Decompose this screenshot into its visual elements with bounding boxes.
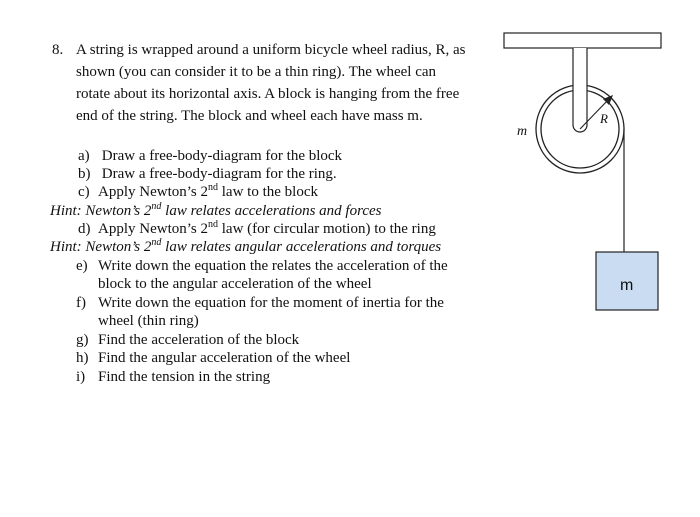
wheel-support-rod — [573, 48, 587, 132]
part-f-line-2: wheel (thin ring) — [98, 313, 199, 329]
part-f-line-1: Write down the equation for the moment of inertia for the — [98, 295, 444, 311]
hint-1-sup: nd — [151, 201, 162, 212]
ceiling-bar — [504, 33, 661, 48]
part-b-text: Draw a free-body-diagram for the ring. — [101, 166, 337, 182]
hint-2-pre: Hint: Newton’s 2 — [50, 239, 152, 255]
part-a-text: Draw a free-body-diagram for the block — [101, 148, 343, 164]
part-g-text: Find the acceleration of the block — [98, 332, 300, 348]
part-d-text-post: law (for circular motion) to the ring — [218, 221, 436, 237]
hint-1-pre: Hint: Newton’s 2 — [50, 203, 152, 219]
problem-line-3: rotate about its horizontal axis. A block is hanging from the free — [76, 86, 460, 102]
part-c-label: c) — [78, 184, 90, 200]
block-mass-label: m — [620, 277, 634, 294]
part-d-sup: nd — [208, 219, 218, 230]
part-c-sup: nd — [208, 182, 218, 193]
part-c-text-pre: Apply Newton’s 2 — [98, 184, 208, 200]
part-g-label: g) — [76, 332, 89, 348]
part-c-text-post: law to the block — [218, 184, 318, 200]
hint-2-post: law relates angular accelerations and torques — [161, 239, 442, 255]
radius-label: R — [600, 111, 608, 126]
problem-line-4: end of the string. The block and wheel each have mass m. — [76, 108, 423, 124]
part-i-text: Find the tension in the string — [98, 369, 271, 385]
part-d-label: d) — [78, 221, 91, 237]
part-h-label: h) — [76, 350, 89, 366]
problem-number: 8. — [52, 42, 64, 58]
part-b-label: b) — [78, 166, 91, 182]
hint-2-sup: nd — [151, 237, 162, 248]
problem-line-1: A string is wrapped around a uniform bicycle wheel radius, R, as — [76, 42, 466, 58]
part-f-label: f) — [76, 295, 86, 311]
part-e-line-2: block to the angular acceleration of the wheel — [98, 276, 372, 292]
part-h-text: Find the angular acceleration of the wheel — [98, 350, 351, 366]
part-a-label: a) — [78, 148, 90, 164]
wheel-mass-label: m — [517, 124, 528, 139]
part-e-label: e) — [76, 258, 88, 274]
problem-line-2: shown (you can consider it to be a thin ring). The wheel can — [76, 64, 437, 80]
part-d-text-pre: Apply Newton’s 2 — [98, 221, 208, 237]
part-e-line-1: Write down the equation the relates the acceleration of the — [98, 258, 448, 274]
part-i-label: i) — [76, 369, 86, 385]
hint-1-post: law relates accelerations and forces — [161, 203, 382, 219]
